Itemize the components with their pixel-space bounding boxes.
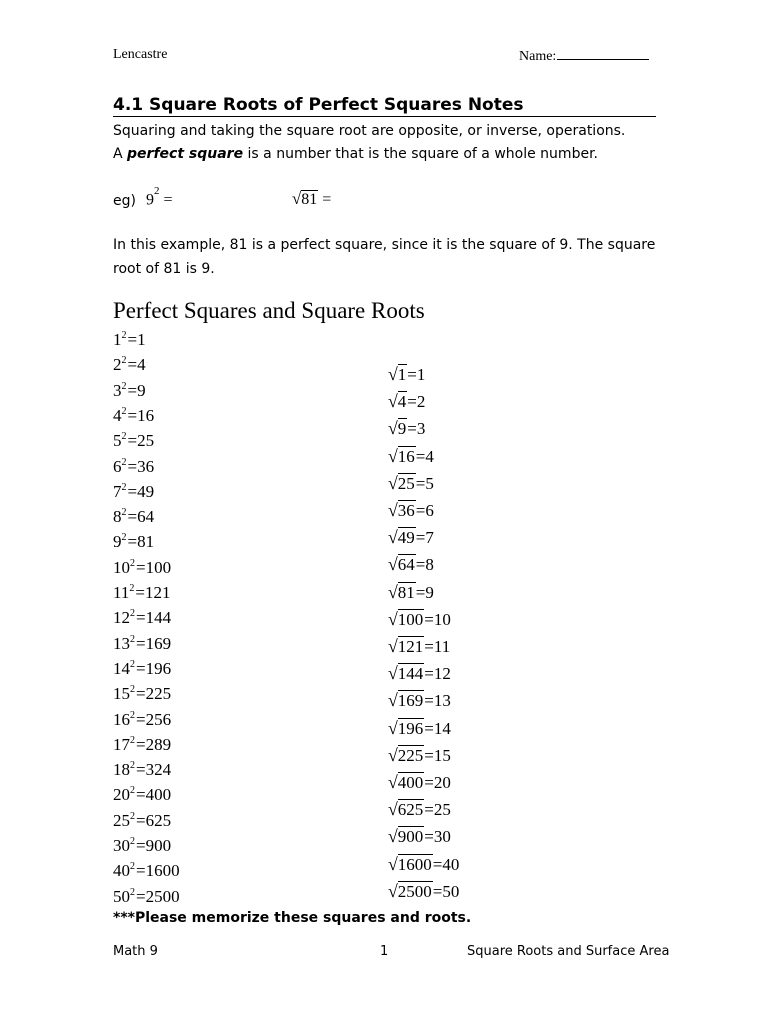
square-base: 13: [113, 633, 130, 653]
example-root-equals: =: [322, 191, 332, 208]
square-exponent-icon: 2: [130, 709, 135, 721]
radical-icon: √: [388, 799, 398, 820]
square-row: [113, 760, 171, 780]
root-value: 6: [425, 501, 434, 520]
square-row: [113, 381, 146, 401]
equals-sign: =: [136, 658, 146, 678]
square-exponent-icon: 2: [130, 734, 135, 746]
equals-sign: =: [136, 886, 146, 906]
equals-sign: =: [136, 608, 146, 628]
square-value: 64: [137, 507, 155, 527]
root-row: [388, 745, 451, 766]
square-row: [113, 583, 170, 603]
example-base: 9: [146, 191, 154, 209]
root-row: [388, 881, 459, 902]
intro-line-2: [113, 146, 598, 162]
name-label: Name:: [519, 49, 557, 64]
page-title: 4.1 Square Roots of Perfect Squares Notes: [113, 95, 656, 117]
root-value: 25: [433, 800, 451, 820]
memorize-note: ***Please memorize these squares and roots.: [113, 910, 472, 926]
intro-line-2-end: is a number that is the square of a whole number.: [243, 146, 598, 162]
square-base: 20: [113, 785, 130, 805]
square-base: 3: [113, 380, 122, 400]
square-row: [113, 836, 171, 856]
square-value: 900: [145, 836, 172, 855]
root-value: 3: [416, 419, 426, 439]
square-base: 25: [113, 810, 130, 830]
square-row: [113, 355, 146, 375]
square-row: [113, 330, 146, 350]
root-radicand: 1600: [397, 854, 432, 874]
square-exponent-icon: 2: [130, 633, 135, 645]
square-value: 49: [137, 481, 155, 501]
square-value: 1600: [145, 861, 180, 881]
root-radicand: 400: [397, 773, 424, 792]
root-radicand: 1: [397, 365, 407, 384]
root-radicand: 64: [397, 555, 415, 575]
square-base: 15: [113, 684, 130, 704]
root-row: [388, 418, 425, 439]
square-exponent-icon: 2: [130, 557, 135, 569]
square-exponent-icon: 2: [121, 355, 127, 367]
square-exponent-icon: 2: [121, 380, 127, 392]
equals-sign: =: [136, 557, 146, 577]
equals-sign: =: [136, 760, 146, 780]
root-value: 5: [425, 473, 434, 493]
root-radicand: 9: [397, 419, 407, 439]
square-value: 169: [145, 633, 172, 653]
square-value: 1: [137, 330, 146, 349]
square-value: 289: [145, 734, 172, 754]
footer-course: Math 9: [113, 944, 158, 959]
square-base: 14: [113, 658, 130, 678]
equals-sign: =: [136, 684, 146, 704]
footer-unit-title: Square Roots and Surface Area: [467, 944, 670, 959]
root-value: 10: [433, 609, 451, 629]
equals-sign: =: [415, 528, 426, 548]
equals-sign: =: [127, 532, 138, 552]
radical-icon: √: [292, 189, 302, 208]
square-exponent-icon: 2: [121, 532, 127, 544]
square-base: 30: [113, 836, 130, 855]
radical-icon: √: [388, 717, 398, 738]
root-row: [388, 609, 451, 630]
equals-sign: =: [136, 633, 146, 653]
square-row: [113, 659, 171, 679]
root-radicand: 100: [397, 609, 424, 629]
root-value: 50: [442, 881, 460, 901]
square-exponent-icon: 2: [130, 886, 135, 898]
square-base: 1: [113, 330, 122, 349]
root-row: [388, 854, 459, 875]
equals-sign: =: [424, 637, 434, 656]
square-base: 8: [113, 507, 122, 527]
radical-icon: √: [388, 772, 398, 792]
square-row: [113, 811, 171, 831]
root-radicand: 81: [397, 582, 415, 602]
square-row: [113, 608, 171, 628]
radical-icon: √: [388, 636, 398, 656]
name-blank-line: [557, 47, 649, 60]
root-row: [388, 690, 451, 711]
equals-sign: =: [136, 836, 146, 855]
square-base: 16: [113, 709, 130, 729]
radical-icon: √: [388, 472, 398, 493]
root-radicand: 49: [397, 528, 415, 548]
root-row: [388, 500, 434, 521]
square-value: 36: [137, 456, 155, 476]
equals-sign: =: [424, 609, 434, 629]
equals-sign: =: [432, 854, 443, 874]
square-exponent-icon: 2: [130, 760, 135, 772]
square-row: [113, 507, 154, 527]
root-radicand: 169: [397, 691, 424, 711]
square-value: 121: [144, 583, 171, 602]
square-value: 225: [145, 684, 172, 704]
square-value: 196: [145, 658, 172, 678]
root-value: 30: [433, 827, 451, 847]
root-value: 40: [442, 854, 460, 874]
equals-sign: =: [415, 446, 426, 466]
root-radicand: 25: [397, 473, 415, 493]
equals-sign: =: [415, 582, 426, 602]
radical-icon: √: [388, 391, 398, 412]
example-square-expression: [146, 185, 173, 209]
equals-sign: =: [432, 881, 443, 901]
example-radicand: 81: [301, 191, 318, 208]
perfect-square-term: perfect square: [127, 146, 244, 162]
square-row: [113, 710, 171, 730]
square-exponent-icon: 2: [130, 785, 135, 797]
square-row: [113, 785, 171, 805]
root-value: 12: [433, 664, 451, 684]
equals-sign: =: [424, 745, 434, 765]
root-radicand: 625: [397, 800, 424, 820]
square-base: 40: [113, 861, 130, 881]
root-value: 20: [433, 773, 451, 792]
square-exponent-icon: 2: [121, 456, 127, 468]
square-value: 25: [137, 431, 155, 451]
square-base: 17: [113, 734, 130, 754]
root-value: 1: [416, 365, 426, 384]
square-exponent-icon: 2: [130, 836, 135, 847]
root-value: 15: [433, 745, 451, 765]
equals-sign: =: [127, 380, 138, 400]
square-value: 100: [145, 557, 172, 577]
root-row: [388, 799, 451, 820]
square-row: [113, 431, 154, 451]
root-row: [388, 826, 451, 847]
root-row: [388, 554, 434, 575]
equals-sign: =: [415, 555, 426, 575]
equals-sign: =: [136, 785, 146, 805]
equals-sign: =: [127, 330, 138, 349]
square-value: 81: [137, 532, 155, 552]
square-value: 9: [137, 380, 146, 400]
root-row: [388, 582, 434, 603]
square-value: 16: [137, 405, 155, 425]
radical-icon: √: [388, 744, 398, 765]
equals-sign: =: [415, 501, 426, 520]
equals-sign: =: [407, 365, 417, 384]
section-title: Perfect Squares and Square Roots: [113, 298, 425, 323]
square-base: 10: [113, 557, 130, 577]
example-label: eg): [113, 193, 136, 209]
square-value: 4: [137, 355, 146, 375]
root-value: 9: [425, 582, 434, 602]
radical-icon: √: [388, 663, 398, 684]
equals-sign: =: [424, 664, 434, 684]
root-value: 13: [433, 691, 451, 711]
square-row: [113, 634, 171, 654]
square-exponent-icon: 2: [130, 861, 135, 873]
equals-sign: =: [127, 431, 138, 451]
radical-icon: √: [388, 364, 398, 384]
square-value: 324: [145, 760, 172, 780]
square-row: [113, 457, 154, 477]
square-base: 50: [113, 886, 130, 906]
square-row: [113, 406, 154, 426]
equals-sign: =: [407, 392, 417, 412]
radical-icon: √: [388, 853, 398, 874]
equals-sign: =: [127, 456, 138, 476]
root-radicand: 4: [397, 392, 407, 412]
square-exponent-icon: 2: [121, 405, 127, 417]
radical-icon: √: [388, 826, 398, 847]
radical-icon: √: [388, 500, 398, 520]
square-row: [113, 887, 180, 907]
square-exponent-icon: 2: [121, 481, 127, 493]
square-exponent-icon: 2: [130, 684, 135, 696]
square-value: 144: [145, 608, 172, 628]
root-value: 4: [425, 446, 434, 466]
radical-icon: √: [388, 418, 398, 439]
square-base: 2: [113, 355, 122, 375]
root-radicand: 196: [397, 718, 424, 738]
equals-sign: =: [127, 355, 138, 375]
equals-sign: =: [127, 405, 138, 425]
square-base: 7: [113, 481, 122, 501]
equals-sign: =: [407, 419, 417, 439]
square-exponent-icon: 2: [129, 583, 135, 594]
equals-sign: =: [127, 481, 138, 501]
radical-icon: √: [388, 445, 398, 466]
square-row: [113, 532, 154, 552]
root-row: [388, 527, 434, 548]
explanation-line-1: In this example, 81 is a perfect square, since it is the square of 9. The square: [113, 237, 656, 253]
root-value: 8: [425, 555, 434, 575]
radical-icon: √: [388, 527, 398, 548]
square-row: [113, 735, 171, 755]
root-row: [388, 772, 451, 793]
root-value: 2: [416, 392, 426, 412]
root-value: 14: [433, 718, 451, 738]
square-base: 6: [113, 456, 122, 476]
radical-icon: √: [388, 690, 398, 711]
root-row: [388, 364, 425, 385]
root-row: [388, 663, 451, 684]
example-root-expression: [292, 189, 331, 209]
square-exponent-icon: 2: [121, 431, 127, 443]
footer-page-number: 1: [380, 944, 389, 959]
explanation-line-2: root of 81 is 9.: [113, 261, 215, 277]
radical-icon: √: [388, 554, 398, 575]
equals-sign: =: [424, 773, 434, 792]
radical-icon: √: [388, 608, 398, 629]
root-radicand: 121: [397, 637, 424, 656]
root-radicand: 16: [397, 446, 415, 466]
square-base: 12: [113, 608, 130, 628]
root-row: [388, 473, 434, 494]
square-value: 400: [145, 785, 172, 805]
author-name: Lencastre: [113, 47, 168, 62]
equals-sign: =: [136, 709, 146, 729]
square-row: [113, 482, 154, 502]
square-value: 2500: [145, 886, 180, 906]
equals-sign: =: [127, 507, 138, 527]
square-row: [113, 861, 180, 881]
radical-icon: √: [388, 880, 398, 901]
root-value: 7: [425, 528, 434, 548]
root-row: [388, 446, 434, 467]
root-row: [388, 718, 451, 739]
root-value: 11: [433, 637, 451, 656]
intro-line-1: Squaring and taking the square root are opposite, or inverse, operations.: [113, 123, 626, 139]
equals-sign: =: [136, 810, 146, 830]
name-field: [519, 47, 649, 65]
example-exponent: 2: [154, 185, 160, 197]
square-row: [113, 684, 171, 704]
equals-sign: =: [415, 473, 426, 493]
root-radicand: 2500: [397, 881, 432, 901]
square-exponent-icon: 2: [130, 658, 135, 670]
equals-sign: =: [424, 800, 434, 820]
square-value: 625: [145, 810, 172, 830]
example-equals: =: [163, 191, 173, 209]
intro-line-2-start: A: [113, 146, 128, 162]
square-exponent-icon: 2: [130, 608, 135, 620]
equals-sign: =: [136, 734, 146, 754]
root-radicand: 144: [397, 664, 424, 684]
root-radicand: 900: [397, 827, 424, 847]
root-row: [388, 636, 450, 657]
square-exponent-icon: 2: [121, 507, 127, 519]
equals-sign: =: [424, 827, 434, 847]
square-base: 18: [113, 760, 130, 780]
square-base: 11: [113, 583, 130, 602]
equals-sign: =: [424, 718, 434, 738]
equals-sign: =: [136, 861, 146, 881]
radical-icon: √: [388, 581, 398, 602]
square-base: 5: [113, 431, 122, 451]
root-row: [388, 391, 425, 412]
equals-sign: =: [424, 691, 434, 711]
root-radicand: 225: [397, 745, 424, 765]
square-row: [113, 558, 171, 578]
square-base: 9: [113, 532, 122, 552]
square-value: 256: [145, 709, 172, 729]
root-radicand: 36: [397, 501, 415, 520]
equals-sign: =: [135, 583, 145, 602]
square-exponent-icon: 2: [121, 330, 127, 341]
square-base: 4: [113, 405, 122, 425]
square-exponent-icon: 2: [130, 810, 135, 822]
